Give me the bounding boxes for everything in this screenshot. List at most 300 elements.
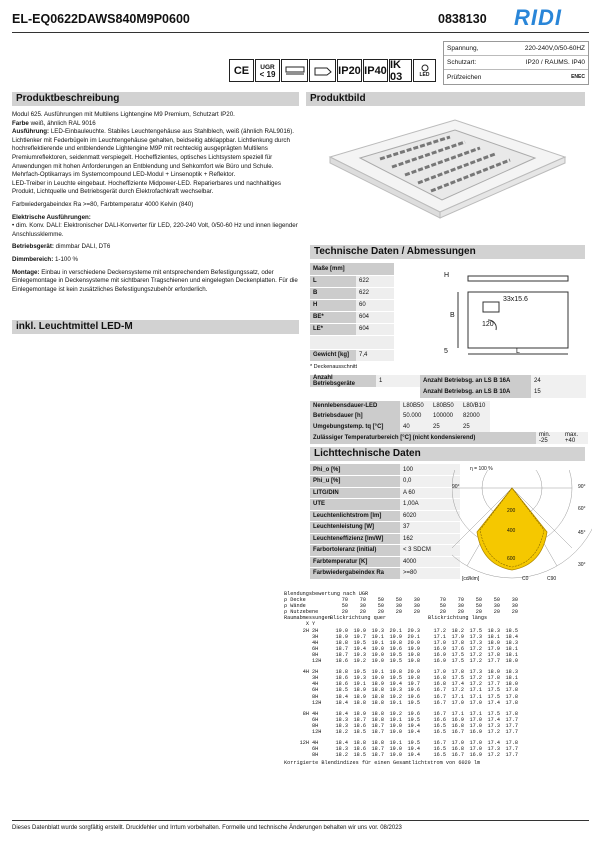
ugr-footer: Korrigierte Blendindizes für einen Gesamtlichtstrom von 6020 lm	[284, 760, 481, 767]
dim-label-radius: 120	[482, 321, 494, 328]
ugr-cell: 19.1	[371, 639, 384, 646]
ugr-cell: 18.0	[487, 669, 500, 676]
light-key: Farbortoleranz (initial)	[310, 545, 400, 557]
ugr-head-cell: 30	[413, 597, 420, 604]
ugr-cell: 18.4	[335, 693, 348, 700]
ugr-cell: 17.4	[487, 699, 500, 706]
ugr-cell: 19.9	[353, 627, 366, 634]
ugr-cell: 17.3	[487, 746, 500, 753]
spec-box	[443, 41, 589, 85]
ip40-icon: IP40	[363, 59, 388, 82]
desc-mont-label: Montage:	[12, 268, 40, 276]
ugr-head-cell: 50	[341, 603, 348, 610]
ambient-key: Umgebungstemp. tq [°C]	[310, 422, 400, 433]
ugr-label: UGR	[260, 63, 275, 71]
ugr-head-cell: 20	[377, 609, 384, 616]
ugr-row	[284, 700, 544, 706]
ugr-cell: 19.0	[389, 746, 402, 753]
ugr-cell: 17.5	[487, 687, 500, 694]
spec-value: IP20 / RAUMS. IP40	[525, 59, 585, 66]
dim-label-five: 5	[444, 348, 448, 355]
dim-value: 622	[356, 275, 394, 287]
ugr-cell: 17.1	[451, 693, 464, 700]
ugr-head-cell: 70	[439, 597, 446, 604]
ugr-cell: 17.4	[487, 716, 500, 723]
light-key: UTE	[310, 499, 400, 511]
ugr-cell: 19.8	[389, 669, 402, 676]
ugr-cell: 17.0	[469, 740, 482, 747]
ugr-row	[284, 658, 544, 664]
ugr-cell: 20.0	[407, 639, 420, 646]
lamp-icon	[309, 59, 336, 82]
polar-angle-90-right: 90°	[578, 484, 586, 490]
ugr-row-x: 12H	[299, 740, 309, 747]
ugr-cell: 19.5	[389, 658, 402, 665]
ugr-cell: 19.5	[353, 639, 366, 646]
desc-betr-value: dimmbar DALI, DT6	[53, 243, 111, 251]
dim-key: BE*	[310, 311, 356, 323]
polar-efficiency: η = 100 %	[470, 466, 493, 472]
ugr-head-cell: 50	[475, 597, 482, 604]
ugr-cell: 19.9	[407, 645, 420, 652]
ugr-cell: 19.6	[389, 645, 402, 652]
light-value: 4000	[400, 556, 460, 568]
ugr-cell: 19.8	[407, 651, 420, 658]
spec-row	[444, 42, 588, 56]
ugr-cell: 17.6	[451, 645, 464, 652]
light-value: >=80	[400, 568, 460, 580]
ugr-cell: 17.8	[451, 639, 464, 646]
ugr-head-cell: 70	[457, 597, 464, 604]
ugr-cell: 17.9	[487, 645, 500, 652]
ugr-cell: 16.5	[433, 728, 446, 735]
ugr-cell: 18.8	[371, 710, 384, 717]
spec-key: Prüfzeichen	[447, 73, 482, 81]
ugr-cell: 19.8	[407, 675, 420, 682]
ugr-cell: 17.5	[451, 651, 464, 658]
ugr-cell: 16.9	[433, 658, 446, 665]
ugr-cell: 17.0	[433, 669, 446, 676]
dimension-drawing	[438, 270, 588, 360]
dim-key: LE*	[310, 323, 356, 335]
ugr-row-y: 2H	[312, 669, 319, 676]
ugr-cell: 16.8	[433, 675, 446, 682]
dim-label-b: B	[450, 312, 455, 319]
ugr-cell: 17.8	[451, 669, 464, 676]
ugr-head-cell: 50	[377, 597, 384, 604]
ugr-cell: 17.7	[505, 752, 518, 759]
ugr-cell: 16.5	[433, 752, 446, 759]
dim-key: H	[310, 299, 356, 311]
desc-ausf-label: Ausführung:	[12, 128, 50, 136]
ugr-head-cell: 50	[475, 603, 482, 610]
ugr-cell: 16.9	[433, 651, 446, 658]
ugr-cell: 17.0	[433, 639, 446, 646]
ugr-row-x	[284, 752, 312, 758]
ugr-cell: 19.3	[353, 651, 366, 658]
ugr-head-cell: 30	[493, 603, 500, 610]
ugr-cell: 19.5	[389, 651, 402, 658]
ugr-cell: 20.3	[407, 627, 420, 634]
ugr-table	[284, 591, 544, 766]
ugr-cell: 18.3	[335, 746, 348, 753]
ugr-head-cell: 30	[511, 597, 518, 604]
ugr-cell: 17.0	[451, 699, 464, 706]
ugr-cell: 17.4	[451, 681, 464, 688]
ugr-cell: 19.3	[389, 687, 402, 694]
ugr-cell: 17.2	[469, 645, 482, 652]
ugr-cell: 18.8	[371, 740, 384, 747]
ugr-cell: 16.6	[433, 716, 446, 723]
ugr-cell: 18.5	[353, 728, 366, 735]
light-key: Leuchtenleistung [W]	[310, 522, 400, 534]
dim-value: 604	[356, 311, 394, 323]
ugr-cell: 16.7	[433, 710, 446, 717]
desc-dimm-value: 1-100 %	[53, 255, 79, 263]
light-key: Phi_o [%]	[310, 464, 400, 476]
ugr-head-label: ρ Decke	[284, 597, 306, 604]
ugr-cell: 16.7	[451, 752, 464, 759]
ugr-cell: 17.0	[469, 699, 482, 706]
spec-value: 220-240V,0/50-60HZ	[524, 45, 585, 52]
ugr-cell: 19.0	[335, 627, 348, 634]
polar-angle-30: 30°	[578, 562, 586, 568]
weight-value: 7,4	[356, 349, 394, 361]
desc-elek-value: • dim. Konv. DALI: Elektronischer DALI-Konverter für LED, 220-240 Volt, 0/50-60 Hz und innen liegender Anschlussklemme.	[12, 222, 298, 238]
ugr-cell: 17.2	[469, 681, 482, 688]
ugr-cell: 17.8	[505, 687, 518, 694]
light-table	[310, 464, 460, 580]
ceiling-mount-icon	[281, 59, 308, 82]
product-code: EL-EQ0622DAWS840M9P0600	[12, 12, 190, 26]
ugr-head-cell: 50	[493, 597, 500, 604]
ugr-cell: 18.7	[335, 651, 348, 658]
life-v2: L80B50	[430, 401, 460, 412]
ugr-row-y: 3H	[312, 675, 319, 682]
ugr-cell: 19.5	[407, 716, 420, 723]
hours-v2: 100000	[430, 411, 460, 422]
ugr-cell: 19.0	[389, 752, 402, 759]
ugr-cell: 18.5	[353, 752, 366, 759]
ugr-row-y: 2H	[312, 627, 319, 634]
polar-angle-60: 60°	[578, 506, 586, 512]
ugr-row-y: 4H	[312, 681, 319, 688]
ugr-cell: 19.5	[353, 669, 366, 676]
ugr-cell: 19.6	[407, 693, 420, 700]
page-footer: Dieses Datenblatt wurde sorgfältig erstellt. Druckfehler und Irrtum vorbehalten. Formelle und technische Änderungen behalten wir uns vor. 08/2023	[12, 825, 402, 831]
drv-count-value: 1	[376, 375, 420, 387]
ugr-cell: 17.0	[469, 746, 482, 753]
ugr-cell: 19.4	[407, 728, 420, 735]
light-key: Leuchteneffizienz [lm/W]	[310, 533, 400, 545]
ugr-cell: 18.9	[353, 687, 366, 694]
ugr-cell: 16.7	[433, 699, 446, 706]
light-value: < 3 SDCM	[400, 545, 460, 557]
ugr-cell: 16.5	[433, 722, 446, 729]
ugr-cell: 17.5	[451, 675, 464, 682]
ugr-row	[284, 752, 544, 758]
driver-table	[310, 375, 588, 444]
spec-row	[444, 70, 588, 84]
ugr-cell: 19.1	[389, 699, 402, 706]
ugr-head-cell: 20	[457, 609, 464, 616]
ugr-cell: 19.4	[389, 681, 402, 688]
ugr-cell: 17.2	[469, 658, 482, 665]
ugr-row-x: 2H	[302, 627, 309, 634]
ugr-row-y: 4H	[312, 710, 319, 717]
life-v1: L80B50	[400, 401, 430, 412]
ugr-cell: 19.1	[389, 716, 402, 723]
ugr-row-y: 6H	[312, 645, 319, 652]
ugr-cell: 19.1	[371, 669, 384, 676]
ugr-cell: 18.9	[371, 681, 384, 688]
ugr-cell: 18.3	[335, 722, 348, 729]
description-text	[12, 111, 299, 294]
light-value: 6020	[400, 510, 460, 522]
section-product-description: Produktbeschreibung	[12, 92, 303, 106]
ugr-cell: 17.0	[469, 722, 482, 729]
ugr-cell: 17.1	[451, 710, 464, 717]
light-value: 0,0	[400, 476, 460, 488]
light-value: A 60	[400, 487, 460, 499]
ugr-cell: 16.5	[433, 746, 446, 753]
ugr-head-cell: 20	[359, 609, 366, 616]
ugr-cell: 18.8	[353, 740, 366, 747]
ugr-row-y: 8H	[312, 752, 319, 759]
ugr-cell: 18.4	[335, 710, 348, 717]
ugr-cell: 19.7	[353, 633, 366, 640]
ugr-cell: 19.9	[389, 633, 402, 640]
ugr-row-x	[284, 700, 312, 706]
ugr-cell: 18.6	[335, 675, 348, 682]
ugr-cell: 19.0	[371, 651, 384, 658]
ridi-logo: RIDI	[514, 5, 562, 30]
hours-v1: 50.000	[400, 411, 430, 422]
spec-key: Spannung,	[447, 45, 479, 52]
ugr-cell: 17.2	[469, 675, 482, 682]
ugr-cell: 18.2	[335, 728, 348, 735]
ugr-cell: 17.3	[469, 633, 482, 640]
ugr-cell: 19.1	[371, 633, 384, 640]
polar-diagram	[452, 466, 592, 585]
ugr-cell: 17.7	[487, 658, 500, 665]
ugr-head-cell: 30	[413, 603, 420, 610]
ugr-row-x: 8H	[302, 710, 309, 717]
ugr-cell: 18.6	[353, 722, 366, 729]
ugr-cell: 20.1	[389, 627, 402, 634]
ugr-cell: 16.8	[451, 722, 464, 729]
drv-count-key: Anzahl Betriebsgeräte	[310, 375, 376, 387]
ugr-cell: 17.9	[451, 633, 464, 640]
ugr-cell: 19.1	[389, 740, 402, 747]
polar-ring-200: 200	[507, 508, 516, 514]
ugr-cell: 19.4	[407, 722, 420, 729]
ls10-key: Anzahl Betriebsg. an LS B 10A	[420, 387, 531, 398]
dim-label-l: L	[516, 348, 520, 355]
ugr-cell: 18.1	[487, 633, 500, 640]
article-number: 0838130	[438, 12, 487, 26]
ugr-head-cell: 20	[395, 609, 402, 616]
dim-value: 622	[356, 287, 394, 299]
ugr-cell: 19.3	[371, 627, 384, 634]
dim-value: 60	[356, 299, 394, 311]
ugr-cell: 20.0	[407, 669, 420, 676]
ugr-cell: 18.8	[353, 699, 366, 706]
ugr-cell: 16.8	[433, 681, 446, 688]
ugr-cell: 18.0	[487, 639, 500, 646]
ugr-cell: 19.2	[389, 693, 402, 700]
ugr-cell: 17.7	[505, 728, 518, 735]
ugr-cell: 19.3	[353, 675, 366, 682]
desc-ausf-value: LED-Einbauleuchte. Stabiles Leuchtengehäuse aus Stahlblech, weiß (ähnlich RAL9016). Lichtlenker mit Federbügeln im Leuchtengehäuse gehalten, beidseitig abklappbar. Lichtlenkung durch hochreflektierende und entblendende Lightengine M9P mit rechteckig ausgeprägten Multilens Premiumreflektoren, seidenmatt verspiegelt. Hocheffizientes, optisches Lichtsystem speziell für Anwendungen mit hohen Anforderungen an Entblendung und Sehkomfort wie Büro und Schule. Mehrfach-Optikarrays im Systemcompound LED-Modul + Linsenoptik + Reflektor.	[12, 128, 295, 179]
ugr-cell: 17.0	[451, 740, 464, 747]
ugr-cell: 19.2	[389, 710, 402, 717]
ugr-cell: 18.3	[505, 639, 518, 646]
ugr-cell: 18.5	[335, 687, 348, 694]
dim-label-h: H	[444, 272, 450, 279]
ugr-cell: 17.5	[451, 658, 464, 665]
life-v3: L80/B10	[460, 401, 490, 412]
ugr-row-y: 8H	[312, 722, 319, 729]
ugr-cell: 17.5	[487, 693, 500, 700]
desc-farbe-value: weiß, ähnlich RAL 9016	[28, 119, 96, 127]
ugr-head-label: ρ Wände	[284, 603, 306, 610]
ambient-v1: 40	[400, 422, 430, 433]
light-key: LITG/DIN	[310, 487, 400, 499]
ugr-cell: 17.8	[505, 693, 518, 700]
ugr-cell: 17.8	[505, 710, 518, 717]
ugr-icon	[255, 59, 280, 82]
ugr-cell: 19.5	[407, 699, 420, 706]
ugr-cell: 18.1	[505, 675, 518, 682]
ugr-cell: 18.6	[335, 681, 348, 688]
led-icon	[413, 59, 436, 82]
ugr-cell: 17.2	[487, 728, 500, 735]
ugr-head-cell: 30	[395, 603, 402, 610]
ugr-cell: 16.8	[451, 746, 464, 753]
ugr-cell: 18.6	[335, 658, 348, 665]
ugr-cell: 16.7	[433, 740, 446, 747]
ugr-cell: 18.1	[505, 645, 518, 652]
ugr-row-x	[284, 729, 312, 735]
ugr-cell: 18.7	[371, 722, 384, 729]
life-key: Nennlebensdauer-LED	[310, 401, 400, 412]
ugr-cell: 17.8	[505, 740, 518, 747]
section-technical-data: Technische Daten / Abmessungen	[310, 245, 589, 259]
ugr-cell: 16.7	[433, 687, 446, 694]
ugr-cell: 17.2	[487, 752, 500, 759]
ugr-cell: 18.7	[371, 752, 384, 759]
ce-icon: CE	[229, 59, 254, 82]
ugr-cell: 19.6	[407, 710, 420, 717]
ugr-head-cell: 20	[493, 609, 500, 616]
ugr-cell: 17.8	[487, 675, 500, 682]
ugr-cell: 17.8	[487, 651, 500, 658]
ugr-cell: 18.3	[335, 716, 348, 723]
ugr-cell: 17.1	[433, 633, 446, 640]
ugr-cell: 17.0	[469, 716, 482, 723]
dim-key: L	[310, 275, 356, 287]
ugr-head-cell: 30	[511, 603, 518, 610]
ugr-cell: 19.6	[407, 687, 420, 694]
ugr-cell: 18.4	[335, 740, 348, 747]
ugr-cell: 19.0	[371, 658, 384, 665]
ugr-cell: 19.2	[353, 658, 366, 665]
polar-ring-400: 400	[507, 528, 516, 534]
ugr-cell: 19.7	[407, 681, 420, 688]
ugr-cell: 18.2	[451, 627, 464, 634]
ugr-row-x: 4H	[302, 669, 309, 676]
ugr-x-label: X	[305, 621, 309, 628]
ugr-cell: 18.8	[371, 699, 384, 706]
ugr-head-cell: 30	[359, 603, 366, 610]
ugr-row-x	[284, 658, 312, 664]
ugr-cell: 19.5	[389, 675, 402, 682]
ugr-cell: 19.0	[389, 722, 402, 729]
ugr-cell: 18.0	[505, 681, 518, 688]
dim-key: B	[310, 287, 356, 299]
ugr-head-cell: 20	[341, 609, 348, 616]
ugr-title: Blendungsbewertung nach UGR	[284, 591, 369, 597]
product-image	[320, 112, 570, 222]
ugr-cell: 18.4	[335, 699, 348, 706]
desc-mont-value: Einbau in verschiedene Deckensysteme mit entsprechendem Befestigungssatz, oder Einlegemontage in Deckensysteme mit sichtbaren Tragschienen und eingelegten Deckenplatten. Für die Einlegemontage ist kein zusätzliches Befestigungszubehör erforderlich.	[12, 268, 298, 293]
ugr-head-cell: 20	[439, 609, 446, 616]
ugr-y-label: Y	[312, 621, 316, 628]
ugr-cell: 16.9	[469, 728, 482, 735]
desc-intro: Modul 625. Ausführungen mit Multilens Lightengine M9 Premium, Schutzart IP20.	[12, 111, 235, 118]
ugr-cell: 17.2	[469, 651, 482, 658]
ugr-head-cell: 70	[341, 597, 348, 604]
ugr-cell: 17.1	[469, 710, 482, 717]
ugr-cell: 17.1	[469, 687, 482, 694]
ugr-cell: 18.0	[505, 658, 518, 665]
ugr-head-cell: 50	[377, 603, 384, 610]
desc-farbwiedergabe: Farbwiedergabeindex Ra >=80, Farbtemperatur 4000 Kelvin (840)	[12, 200, 194, 208]
dim-value: 604	[356, 323, 394, 335]
ugr-cell: 17.3	[487, 722, 500, 729]
ugr-cell: 17.5	[469, 627, 482, 634]
section-lamp: inkl. Leuchtmittel LED-M	[12, 320, 303, 334]
ugr-cell: 17.3	[469, 669, 482, 676]
ugr-cell: 17.2	[433, 627, 446, 634]
ugr-head-cell: 20	[475, 609, 482, 616]
light-value: 100	[400, 464, 460, 476]
ugr-cell: 18.8	[335, 669, 348, 676]
ugr-head-cell: 50	[439, 603, 446, 610]
ugr-cell: 17.8	[505, 699, 518, 706]
ugr-row-y: 3H	[312, 633, 319, 640]
ugr-cell: 16.7	[451, 728, 464, 735]
polar-legend-c0: C0	[522, 576, 529, 582]
ugr-row-y: 4H	[312, 740, 319, 747]
ugr-cell: 17.2	[451, 687, 464, 694]
polar-ring-600: 600	[507, 556, 516, 562]
spec-key: Schutzart:	[447, 59, 477, 66]
ugr-cell: 18.9	[353, 710, 366, 717]
ugr-cell: 17.1	[469, 693, 482, 700]
led-label: LED	[419, 71, 430, 78]
ugr-cell: 18.8	[335, 639, 348, 646]
polar-unit: [cd/klm]	[462, 576, 480, 582]
weight-key: Gewicht [kg]	[310, 349, 356, 361]
hours-v3: 82000	[460, 411, 490, 422]
ugr-cell: 16.9	[433, 645, 446, 652]
ugr-head-cell: 70	[359, 597, 366, 604]
ambient-v2: 25	[430, 422, 460, 433]
section-product-image: Produktbild	[306, 92, 589, 106]
spec-row	[444, 56, 588, 70]
